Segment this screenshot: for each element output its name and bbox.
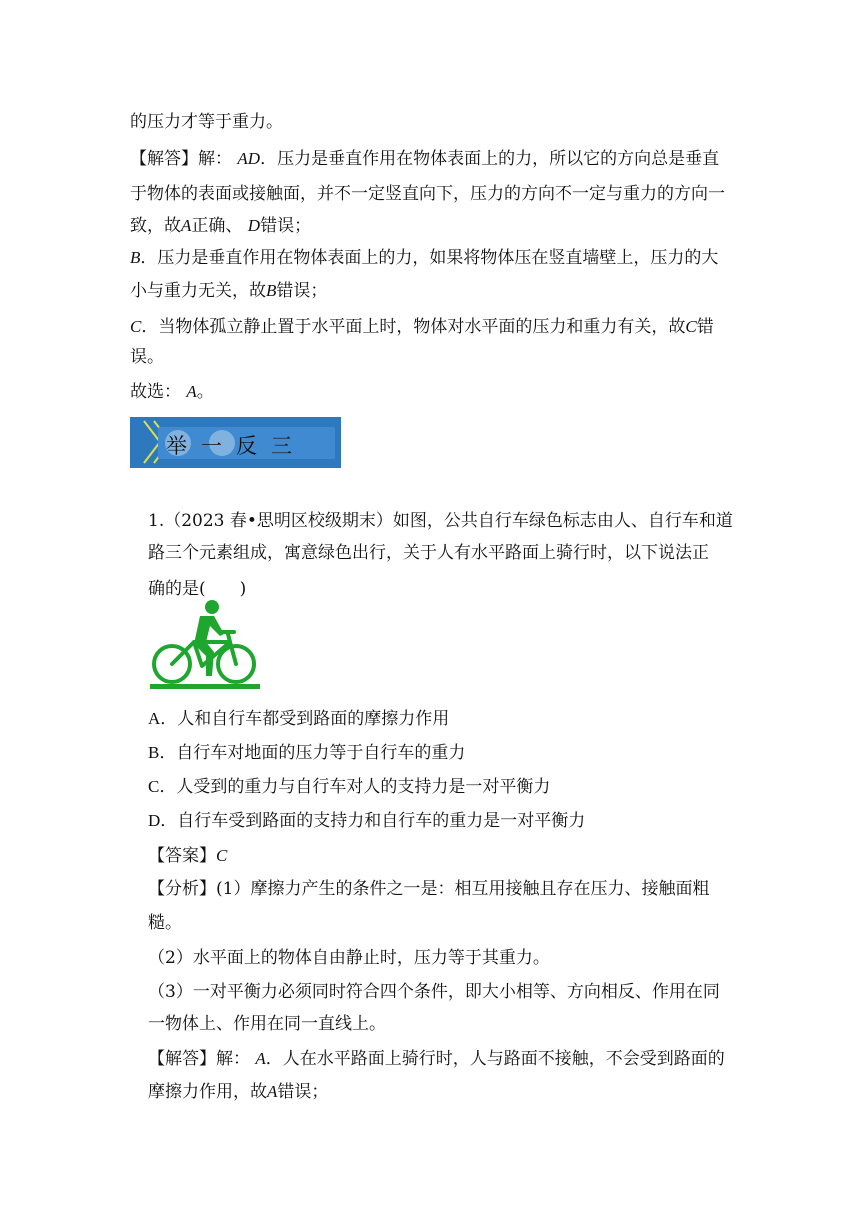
analysis-line: 糙。 bbox=[148, 913, 182, 933]
text-line: 的压力才等于重力。 bbox=[130, 112, 283, 132]
analysis-line: 【分析】(1）摩擦力产生的条件之一是：相互用接触且存在压力、接触面粗 bbox=[148, 879, 710, 899]
banner-title: 举一反三 bbox=[166, 434, 306, 458]
analysis-line: （3）一对平衡力必须同时符合四个条件，即大小相等、方向相反、作用在同 bbox=[148, 982, 720, 1002]
answer-line: 【答案】C bbox=[148, 846, 228, 866]
question-line: 1.（2023 春•思明区校级期末）如图，公共自行车绿色标志由人、自行车和道 bbox=[148, 511, 733, 531]
option-a: A．人和自行车都受到路面的摩擦力作用 bbox=[148, 709, 450, 728]
text-line: 误。 bbox=[130, 347, 164, 367]
analysis-line: （2）水平面上的物体自由静止时，压力等于其重力。 bbox=[148, 948, 550, 968]
solution-line: 【解答】解： AD．压力是垂直作用在物体表面上的力，所以它的方向总是垂直 bbox=[130, 149, 720, 169]
section-banner bbox=[130, 417, 341, 468]
option-b: B．自行车对地面的压力等于自行车的重力 bbox=[148, 743, 466, 762]
analysis-line: 一物体上、作用在同一直线上。 bbox=[148, 1014, 386, 1034]
option-d: D．自行车受到路面的支持力和自行车的重力是一对平衡力 bbox=[148, 811, 586, 830]
text-line: C．当物体孤立静止置于水平面上时，物体对水平面的压力和重力有关，故C错 bbox=[130, 317, 714, 337]
text-line: 于物体的表面或接触面，并不一定竖直向下，压力的方向不一定与重力的方向一 bbox=[130, 184, 725, 204]
green-bicycle-logo bbox=[150, 596, 260, 690]
banner-label-box bbox=[158, 427, 335, 459]
option-c: C．人受到的重力与自行车对人的支持力是一对平衡力 bbox=[148, 777, 551, 796]
text-line: 故选： A。 bbox=[130, 382, 214, 402]
solution-line: 【解答】解： A．人在水平路面上骑行时，人与路面不接触，不会受到路面的 bbox=[148, 1049, 725, 1069]
text-line: 致，故A正确、 D错误； bbox=[130, 216, 312, 236]
text-line: 小与重力无关，故B错误； bbox=[130, 281, 328, 301]
text-line: B．压力是垂直作用在物体表面上的力，如果将物体压在竖直墙壁上，压力的大 bbox=[130, 248, 719, 268]
question-line: 确的是( ) bbox=[148, 579, 247, 599]
solution-line: 摩擦力作用，故A错误； bbox=[148, 1082, 329, 1102]
question-line: 路三个元素组成，寓意绿色出行，关于人有水平路面上骑行时，以下说法正 bbox=[148, 543, 709, 563]
